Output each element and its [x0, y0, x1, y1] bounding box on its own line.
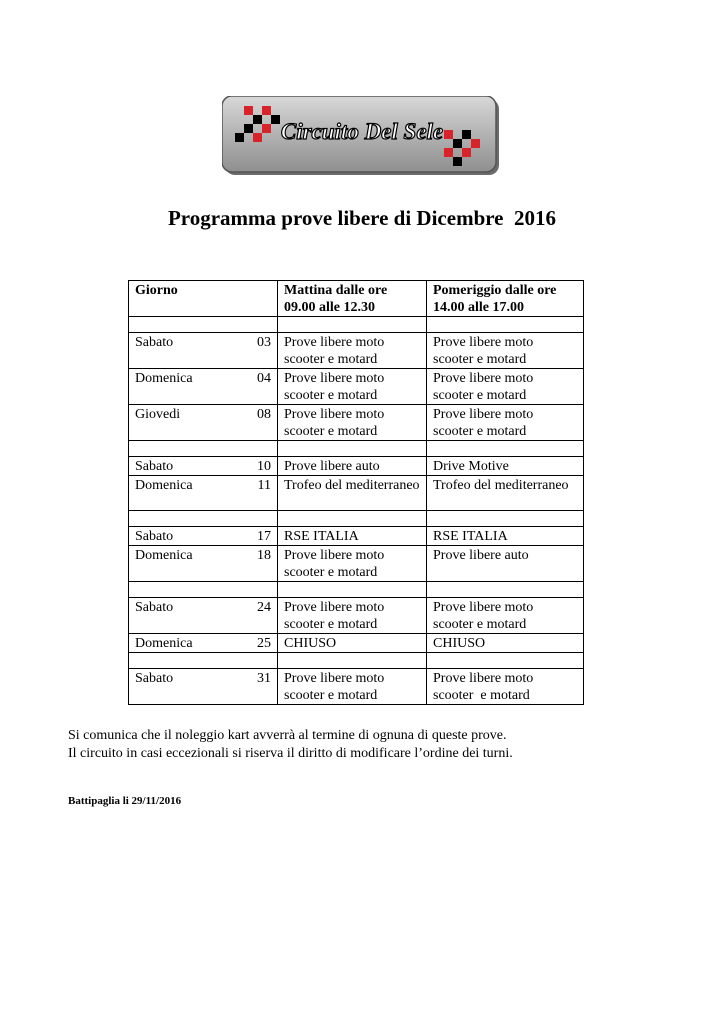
- morning-cell: Prove libere auto: [278, 457, 427, 476]
- signature-date: Battipaglia li 29/11/2016: [68, 795, 182, 807]
- table-row: [129, 527, 584, 546]
- afternoon-cell: Trofeo del mediterraneo: [427, 476, 584, 511]
- day-name: Sabato: [135, 529, 174, 544]
- afternoon-cell: CHIUSO: [427, 634, 584, 653]
- table-row: [129, 669, 584, 705]
- day-date: 24: [257, 600, 271, 615]
- header-giorno: Giorno: [129, 281, 278, 317]
- day-date: 03: [257, 335, 271, 350]
- header-mattina: Mattina dalle ore 09.00 alle 12.30: [278, 281, 427, 317]
- day-date: 17: [257, 529, 271, 544]
- table-row: [129, 634, 584, 653]
- afternoon-cell: Prove libere moto scooter e motard: [427, 598, 584, 634]
- day-date: 10: [257, 459, 271, 474]
- day-name: Domenica: [135, 548, 193, 563]
- table-row-blank: [129, 653, 584, 669]
- morning-cell: Prove libere moto scooter e motard: [278, 369, 427, 405]
- day-name: Domenica: [135, 371, 193, 386]
- morning-cell: CHIUSO: [278, 634, 427, 653]
- morning-cell: Trofeo del mediterraneo: [278, 476, 427, 511]
- day-date: 18: [257, 548, 271, 563]
- table-row: [129, 476, 584, 511]
- morning-cell: Prove libere moto scooter e motard: [278, 546, 427, 582]
- morning-cell: Prove libere moto scooter e motard: [278, 333, 427, 369]
- day-name: Sabato: [135, 459, 174, 474]
- note-line: Il circuito in casi eccezionali si riserva il diritto di modificare l’ordine dei turni.: [68, 746, 513, 761]
- afternoon-cell: Prove libere auto: [427, 546, 584, 582]
- table-row: [129, 457, 584, 476]
- table-row: [129, 546, 584, 582]
- table-row: [129, 369, 584, 405]
- circuito-del-sele-logo: [222, 96, 502, 178]
- notes: [68, 727, 513, 763]
- morning-cell: Prove libere moto scooter e motard: [278, 598, 427, 634]
- logo-text: Circuito Del Sele: [280, 119, 444, 144]
- table-row: [129, 405, 584, 441]
- day-name: Giovedi: [135, 407, 181, 422]
- day-name: Sabato: [135, 671, 174, 686]
- day-date: 08: [257, 407, 271, 422]
- table-row: [129, 333, 584, 369]
- day-name: Domenica: [135, 478, 193, 493]
- afternoon-cell: RSE ITALIA: [427, 527, 584, 546]
- table-row-blank: [129, 441, 584, 457]
- schedule-table: [128, 280, 584, 705]
- table-header-row: [129, 281, 584, 317]
- table-row-blank: [129, 317, 584, 333]
- day-date: 25: [257, 636, 271, 651]
- table-row: [129, 598, 584, 634]
- header-pomeriggio: Pomeriggio dalle ore 14.00 alle 17.00: [427, 281, 584, 317]
- day-date: 31: [257, 671, 271, 686]
- day-name: Sabato: [135, 335, 174, 350]
- note-line: Si comunica che il noleggio kart avverrà al termine di ognuna di queste prove.: [68, 728, 507, 743]
- day-date: 04: [257, 371, 271, 386]
- day-name: Sabato: [135, 600, 174, 615]
- day-date: 11: [257, 478, 271, 493]
- morning-cell: Prove libere moto scooter e motard: [278, 669, 427, 705]
- afternoon-cell: Prove libere moto scooter e motard: [427, 369, 584, 405]
- table-row-blank: [129, 582, 584, 598]
- afternoon-cell: Drive Motive: [427, 457, 584, 476]
- table-row-blank: [129, 511, 584, 527]
- afternoon-cell: Prove libere moto scooter e motard: [427, 669, 584, 705]
- afternoon-cell: Prove libere moto scooter e motard: [427, 405, 584, 441]
- morning-cell: Prove libere moto scooter e motard: [278, 405, 427, 441]
- morning-cell: RSE ITALIA: [278, 527, 427, 546]
- page-title: Programma prove libere di Dicembre 2016: [167, 206, 557, 230]
- afternoon-cell: Prove libere moto scooter e motard: [427, 333, 584, 369]
- day-name: Domenica: [135, 636, 193, 651]
